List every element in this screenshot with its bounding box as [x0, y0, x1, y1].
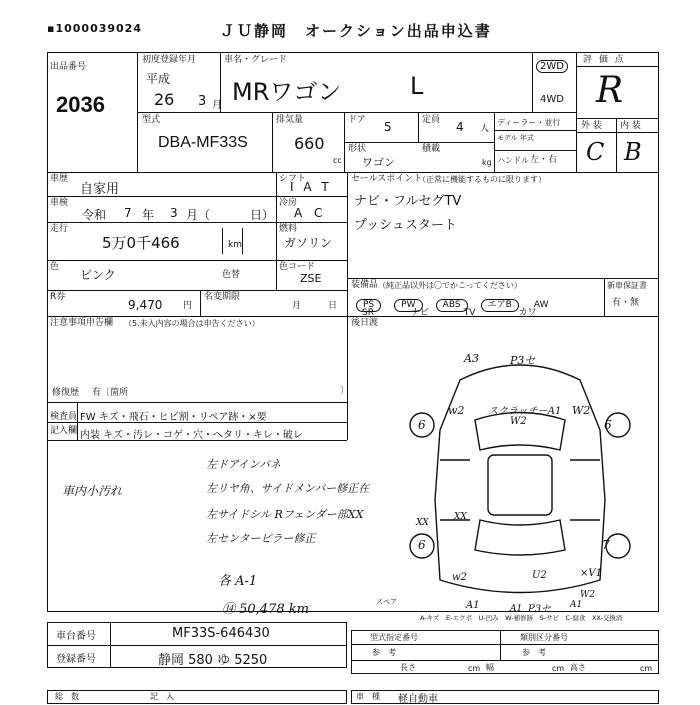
spec-ref-1: 参 考 — [372, 648, 396, 657]
recycle-unit: 円 — [183, 301, 193, 311]
hw-car-inside: 車内小汚れ — [62, 484, 123, 498]
spec-height-unit: cm — [640, 664, 653, 673]
repair-value: 有〔箇所 — [92, 388, 129, 398]
inspection-year: 7 — [124, 206, 132, 220]
diag-u2-rear: U2 — [532, 570, 547, 581]
hw-note-4: 左センターピラー修正 — [206, 532, 316, 545]
spec-ref-2: 参 考 — [522, 648, 546, 657]
rating-interior-label: 内 装 — [620, 121, 641, 131]
displacement-value: 660 — [294, 134, 325, 153]
inspection-day-unit: 日） — [250, 208, 275, 222]
car-name-value: MRワゴン — [232, 78, 342, 106]
diag-spare: スペア — [376, 598, 397, 606]
spec-height: 高さ — [570, 663, 586, 672]
drive-4wd: 4WD — [540, 94, 564, 105]
spec-length: 長さ — [400, 663, 416, 672]
first-reg-month-unit: 月 — [212, 100, 222, 111]
first-reg-era: 平成 — [146, 72, 171, 86]
document-number: ▪1000039024 — [47, 22, 142, 35]
footer-row-left — [47, 690, 347, 704]
equip-aw: AW — [533, 300, 549, 310]
rating-exterior-label: 外 装 — [581, 121, 602, 131]
mileage-value: 5万0千466 — [102, 234, 180, 252]
diag-a1-rear: A1 — [510, 604, 523, 614]
drive-2wd: 2WD — [536, 60, 568, 73]
equip-abs: ABS — [436, 299, 468, 312]
car-name-label: 車名・グレード — [224, 55, 288, 65]
diag-w2-c: W2 — [580, 590, 595, 600]
equip-navi: ナビ — [410, 308, 429, 318]
recycle-value: 9,470 — [128, 298, 163, 312]
inspection-month: 3 — [170, 206, 178, 220]
chassis-value: MF33S-646430 — [172, 626, 270, 641]
sales-point-label: セールスポイント — [351, 174, 423, 184]
cooler-value: A C — [294, 206, 327, 220]
recycle-label: R券 — [50, 292, 66, 302]
diag-xx-2: XX — [454, 512, 467, 522]
lot-number: 2036 — [56, 92, 105, 117]
shape-label: 形状 — [348, 144, 367, 154]
first-reg-label: 初度登録年月 — [142, 55, 197, 65]
rating-value: R — [596, 70, 624, 111]
load-unit: kg — [482, 158, 492, 167]
new-car-warranty-label: 新車保証書 — [607, 281, 647, 290]
equip-airbag: エアB — [481, 299, 519, 312]
diag-tire-rr: 7 — [602, 538, 610, 552]
chassis-label: 車台番号 — [56, 631, 96, 642]
inspection-era: 令和 — [82, 208, 107, 222]
equip-tv: TV — [463, 308, 476, 318]
inspection-year-unit: 年 — [142, 208, 155, 222]
vehicle-history-label: 車歴 — [50, 174, 69, 184]
handle-label: ハンドル — [497, 156, 529, 165]
footer-c3: 車 種 — [356, 692, 380, 701]
form-title: ＪＵ静岡 オークション出品申込書 — [220, 22, 492, 40]
dealer-label: ディーラー・並行 — [497, 118, 561, 127]
diag-a3: A3 — [464, 352, 479, 365]
spec-length-unit: cm — [468, 664, 481, 673]
vehicle-history-value: 自家用 — [80, 182, 120, 197]
car-damage-diagram — [400, 350, 640, 612]
rating-exterior: C — [586, 138, 605, 166]
sales-point-line2: プッシュスタート — [354, 218, 457, 233]
capacity-unit: 人 — [480, 124, 490, 134]
inspection-label: 車検 — [50, 198, 69, 208]
diag-xv1: ×V1 — [580, 568, 602, 579]
sales-point-line1: ナビ・フルセグTV — [354, 194, 462, 209]
cooler-label: 冷房 — [279, 198, 298, 208]
transfer-month: 月 — [292, 301, 302, 311]
diag-p3-rear: P3セ — [528, 604, 552, 615]
equip-leather: カワ — [518, 308, 537, 318]
color-label: 色 — [50, 262, 60, 272]
new-car-warranty-value: 有・無 — [612, 298, 640, 308]
equipment-label: 装備品 — [351, 280, 379, 290]
rating-label: 評 価 点 — [583, 55, 626, 65]
mileage-unit: km — [228, 240, 242, 250]
footer-c4: 軽自動車 — [398, 694, 438, 705]
hw-note-3: 左サイドシル Rフェンダー部XX — [206, 508, 364, 521]
equip-ps: PS — [356, 299, 381, 312]
diag-w2-left: w2 — [448, 404, 465, 417]
model-value: DBA-MF33S — [158, 134, 248, 151]
plate-value: 静岡 580 ゆ 5250 — [158, 653, 268, 668]
capacity-label: 定員 — [422, 115, 441, 125]
displacement-label: 排気量 — [276, 115, 304, 125]
inspector-label: 検査員 — [50, 412, 78, 422]
diag-w2-right: W2 — [572, 404, 591, 417]
model-label: 型式 — [142, 115, 161, 125]
spec-width-unit: cm — [552, 664, 565, 673]
color-code-label: 色コード — [279, 262, 316, 272]
hw-note-6: ⑭ 50,478 km — [222, 602, 309, 617]
hw-note-2: 左リヤ角、サイドメンバー修正在 — [206, 482, 370, 495]
lot-label: 出品番号 — [50, 62, 87, 72]
diag-w2-rear: w2 — [452, 572, 467, 583]
diag-scratch: スクラッチーA1 — [488, 406, 562, 417]
repair-bracket: 〕 — [340, 386, 350, 396]
car-grade-value: L — [410, 72, 424, 100]
after-sales-label: 後日渡 — [351, 318, 379, 328]
first-reg-month: 3 — [198, 94, 207, 109]
diag-a1-left: A1 — [466, 600, 480, 611]
mileage-label: 走行 — [50, 224, 69, 234]
diag-xx-1: XX — [416, 518, 429, 528]
notes-sub: （5.未入内容の場合は申告ください） — [124, 319, 260, 328]
diag-tire-fr: 6 — [604, 418, 612, 432]
color-code-value: ZSE — [300, 272, 322, 285]
equip-pw: PW — [394, 299, 422, 312]
shift-value: I A T — [290, 180, 332, 194]
shape-value: ワゴン — [362, 156, 395, 169]
inspection-month-unit: 月（ — [186, 208, 211, 222]
inspector-row1: FW キズ・飛石・ヒビ割・リペア跡・×要 — [80, 412, 267, 423]
diag-legend: A-キズ E-エクボ U-凹み W-補修跡 S-サビ C-腐食 XX-交換済 — [420, 614, 623, 622]
diag-a1-s: A1 — [570, 600, 583, 610]
spec-class-label: 類別区分番号 — [520, 633, 568, 642]
model-year-label: モデル 年式 — [497, 134, 534, 142]
shift-label: シフト — [279, 174, 307, 184]
diag-w2-center: W2 — [510, 416, 527, 427]
load-label: 積載 — [422, 144, 441, 154]
transfer-day: 日 — [328, 301, 338, 311]
fuel-label: 燃料 — [279, 224, 298, 234]
handle-value: 左・右 — [530, 155, 558, 165]
color-change-label: 色替 — [222, 270, 241, 280]
displacement-unit: cc — [333, 156, 342, 165]
notes-label: 注意事項申告欄 — [50, 318, 114, 328]
capacity-value: 4 — [456, 120, 464, 134]
fuel-value: ガソリン — [284, 236, 333, 250]
diag-tire-fl: 6 — [418, 418, 426, 432]
first-reg-year: 26 — [154, 90, 175, 109]
diag-p3: P3セ — [510, 354, 536, 367]
repair-label: 修復歴 — [52, 388, 80, 398]
spec-type-label: 型式指定番号 — [370, 633, 418, 642]
transfer-label: 名変期限 — [204, 292, 241, 302]
equip-sr: SR — [362, 308, 374, 318]
doors-label: ドア — [348, 115, 366, 125]
hw-note-5: 各 A-1 — [218, 574, 258, 589]
doors-value: 5 — [384, 120, 392, 134]
plate-label: 登録番号 — [56, 654, 96, 665]
hw-note-1: 左ドアインパネ — [206, 458, 281, 471]
spec-width: 幅 — [486, 663, 494, 672]
inspector-label2: 記入欄 — [50, 426, 78, 436]
inspector-row2: 内装 キズ・汚レ・コゲ・穴・へタリ・キレ・破レ — [80, 430, 303, 441]
color-value: ピンク — [80, 268, 116, 282]
footer-c1: 総 数 — [55, 692, 79, 701]
footer-c2: 記 入 — [150, 692, 174, 701]
diag-tire-rl: 6 — [418, 538, 426, 552]
sales-point-sub: （正常に機能するものに限ります） — [418, 175, 546, 184]
rating-interior: B — [624, 138, 642, 166]
equipment-sub: （純正品以外は〇でかこってください） — [378, 281, 522, 290]
